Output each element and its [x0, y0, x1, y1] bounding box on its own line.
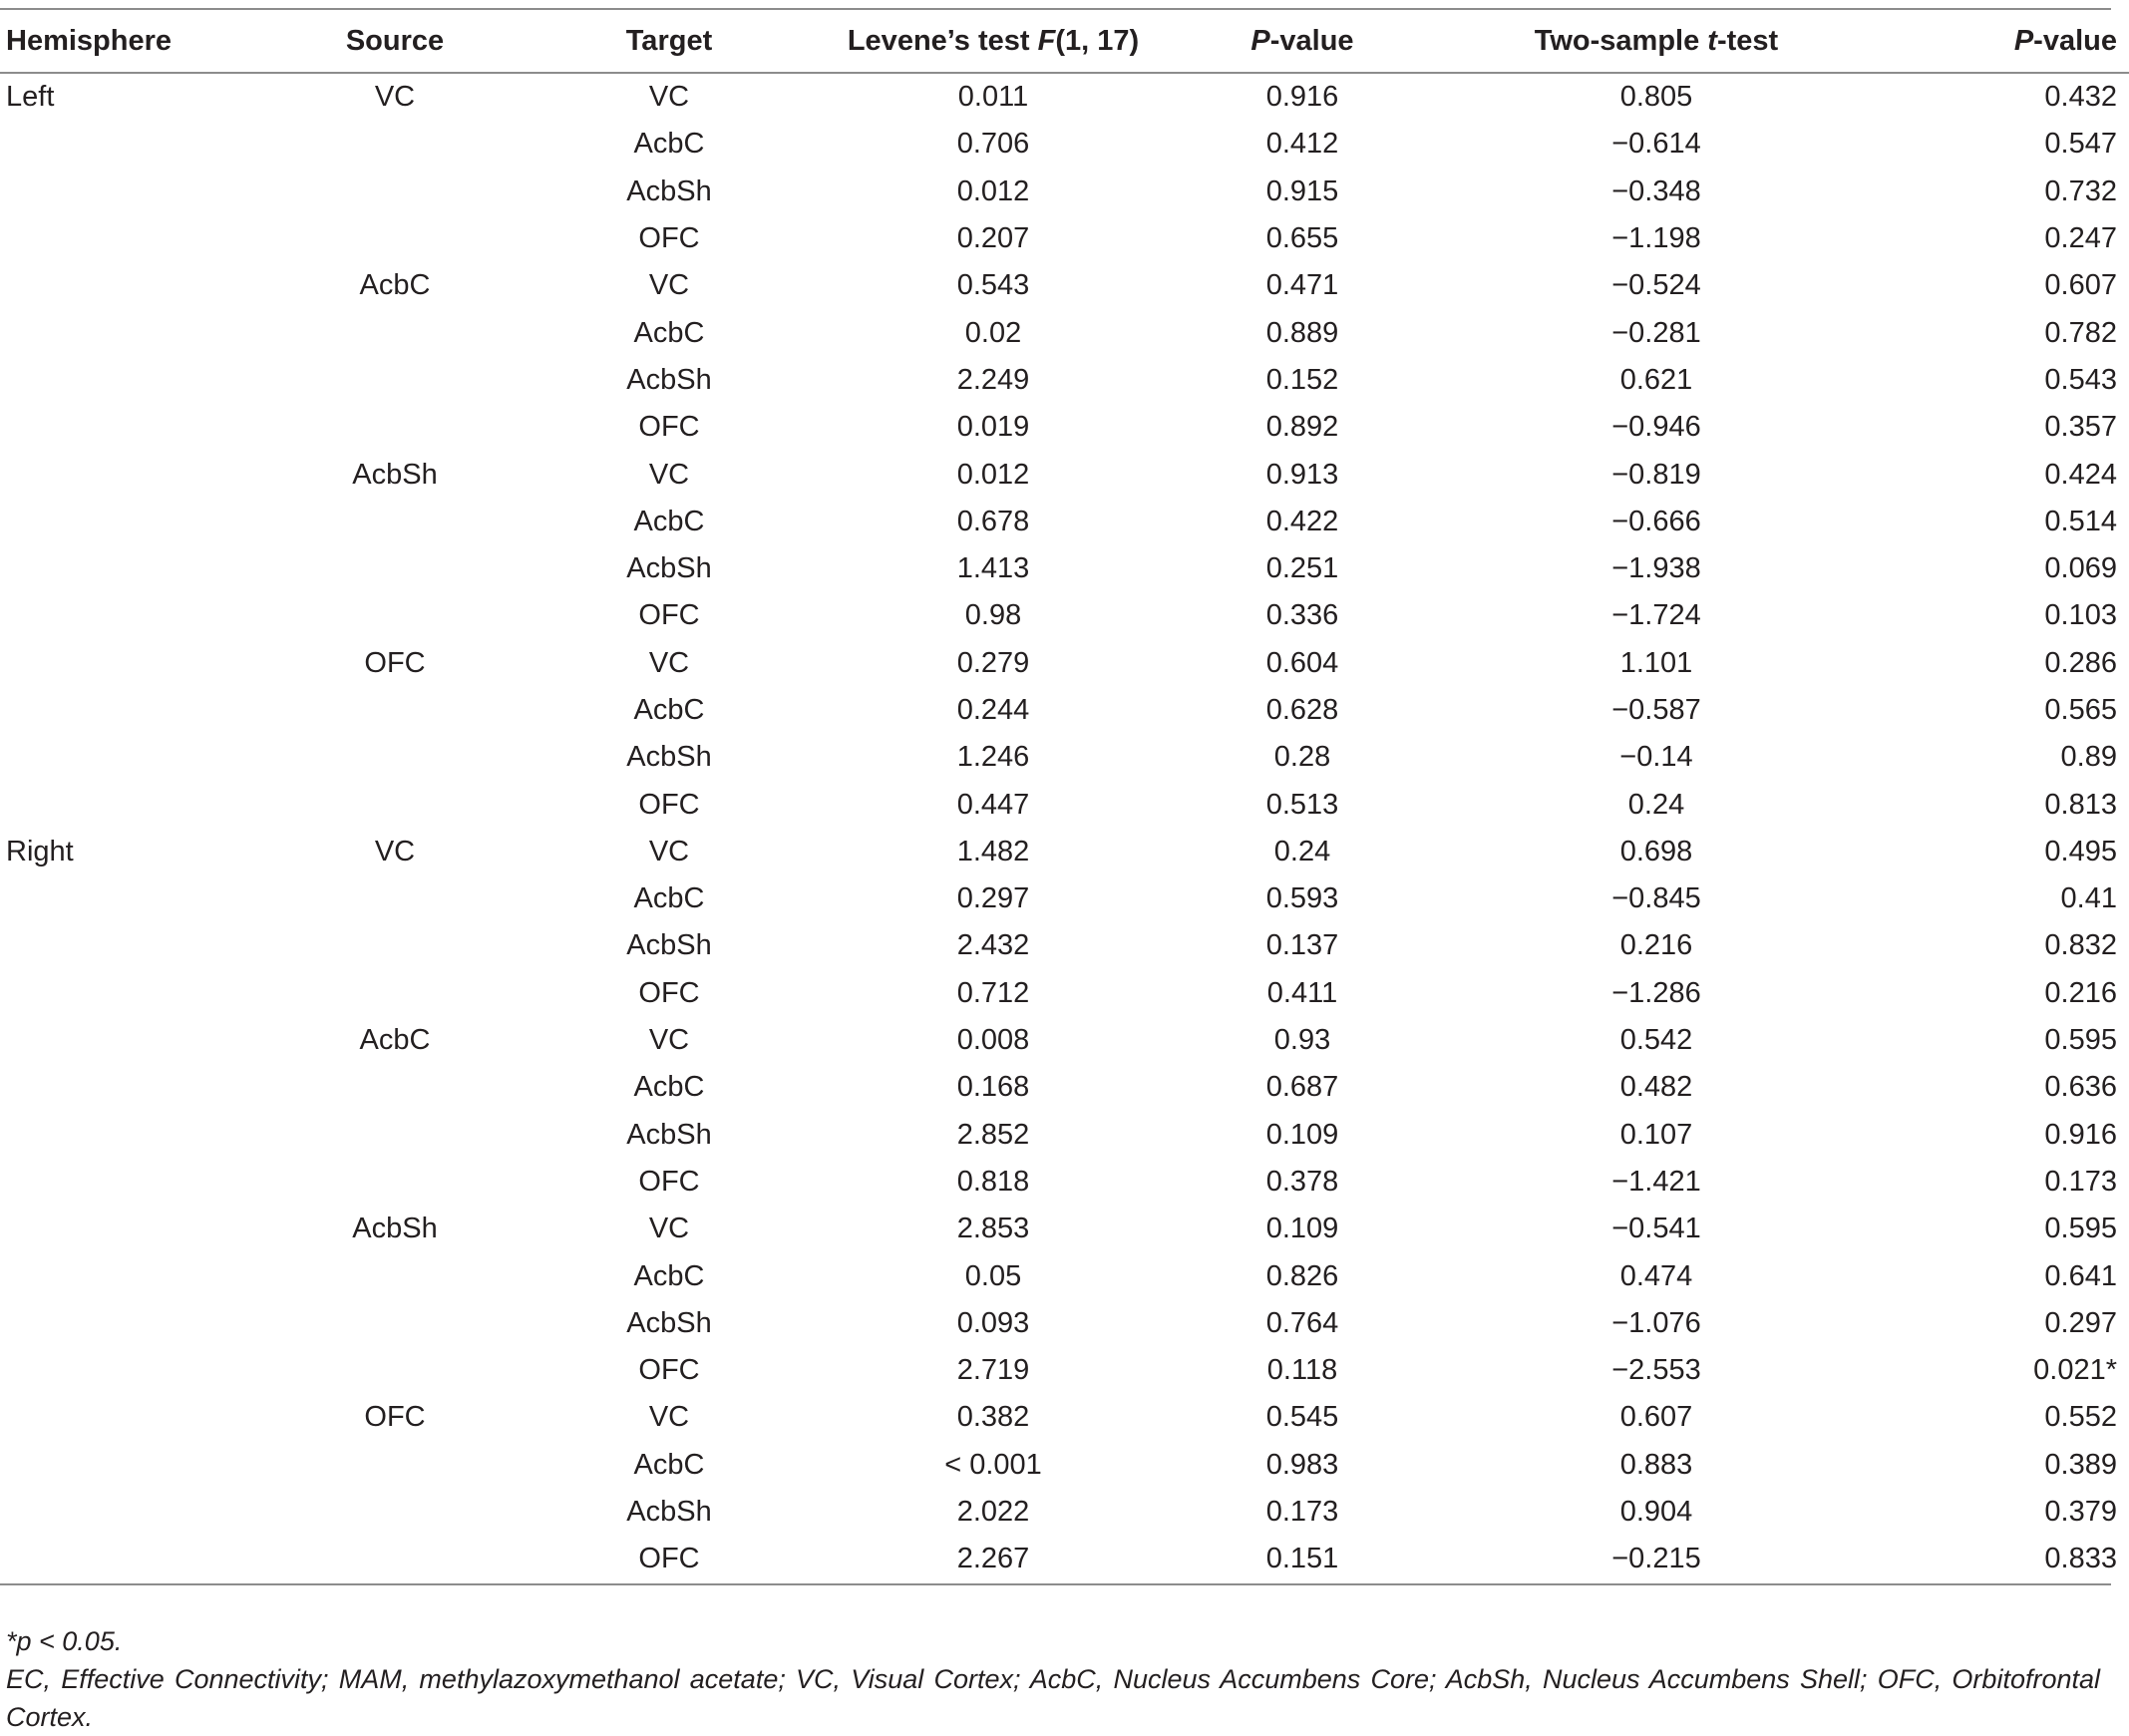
- cell-source: [245, 215, 544, 262]
- cell-hemisphere: [0, 215, 245, 262]
- header-levene-test: Levene’s test F(1, 17): [847, 24, 1140, 57]
- cell-t-value: −1.938: [1611, 552, 1701, 585]
- cell-target: VC: [648, 1213, 690, 1245]
- table-body: [0, 74, 2129, 1583]
- cell-source: OFC: [364, 646, 426, 679]
- cell-source: AcbSh: [352, 458, 438, 491]
- cell-hemisphere: [0, 1442, 245, 1489]
- cell-t-value: 0.621: [1619, 363, 1693, 396]
- cell-levene-p: 0.93: [1273, 1024, 1331, 1057]
- cell-target: AcbSh: [626, 1306, 712, 1339]
- cell-target: VC: [648, 835, 690, 868]
- cell-t-value: −0.281: [1611, 316, 1701, 349]
- cell-hemisphere: [0, 1536, 245, 1582]
- cell-t-p: 0.41: [2060, 882, 2117, 915]
- table-row: [0, 74, 2129, 121]
- table-row: [0, 357, 2129, 404]
- table-row: [0, 1347, 2129, 1394]
- cell-source: [245, 781, 544, 828]
- cell-levene-f: 0.02: [964, 316, 1022, 349]
- cell-t-value: 0.904: [1619, 1496, 1693, 1529]
- cell-levene-p: 0.471: [1265, 269, 1339, 302]
- cell-source: [245, 875, 544, 922]
- cell-levene-p: 0.604: [1265, 646, 1339, 679]
- cell-levene-p: 0.336: [1265, 599, 1339, 632]
- cell-t-p: 0.547: [2044, 128, 2117, 161]
- table-row: [0, 1252, 2129, 1299]
- table-row: [0, 781, 2129, 828]
- cell-t-p: 0.832: [2044, 929, 2117, 962]
- table-row: [0, 1489, 2129, 1536]
- cell-t-p: 0.636: [2044, 1071, 2117, 1104]
- cell-target: VC: [648, 269, 690, 302]
- cell-t-value: 0.216: [1619, 929, 1693, 962]
- cell-target: OFC: [638, 788, 700, 821]
- cell-hemisphere: [0, 1017, 245, 1064]
- cell-levene-p: 0.628: [1265, 694, 1339, 726]
- cell-hemisphere: [0, 922, 245, 969]
- cell-t-p: 0.89: [2060, 741, 2117, 774]
- cell-levene-p: 0.378: [1265, 1165, 1339, 1198]
- cell-t-value: −0.614: [1611, 128, 1701, 161]
- cell-hemisphere: [0, 1159, 245, 1206]
- cell-t-p: 0.565: [2044, 694, 2117, 726]
- cell-levene-f: 2.432: [956, 929, 1030, 962]
- cell-source: AcbC: [359, 269, 431, 302]
- cell-t-value: 0.698: [1619, 835, 1693, 868]
- cell-levene-p: 0.983: [1265, 1448, 1339, 1481]
- cell-t-p: 0.297: [2044, 1306, 2117, 1339]
- cell-source: [245, 545, 544, 592]
- cell-target: AcbSh: [626, 929, 712, 962]
- cell-target: VC: [648, 1024, 690, 1057]
- cell-t-value: 0.107: [1619, 1118, 1693, 1151]
- cell-hemisphere: [0, 1252, 245, 1299]
- cell-levene-f: 1.246: [956, 741, 1030, 774]
- table-row: [0, 592, 2129, 639]
- cell-target: VC: [648, 646, 690, 679]
- cell-source: [245, 970, 544, 1017]
- cell-t-p: 0.424: [2044, 458, 2117, 491]
- table-row: [0, 309, 2129, 356]
- cell-source: [245, 1442, 544, 1489]
- cell-t-value: 0.474: [1619, 1259, 1693, 1292]
- cell-source: VC: [374, 81, 416, 114]
- cell-levene-f: 0.279: [956, 646, 1030, 679]
- cell-target: OFC: [638, 222, 700, 255]
- cell-hemisphere: [0, 1394, 245, 1441]
- cell-target: VC: [648, 1401, 690, 1434]
- footnote-abbreviations: EC, Effective Connectivity; MAM, methylazoxymethanol acetate; VC, Visual Cortex; AcbC, Nucleus Accumbens Core; AcbSh, Nucleus Accumbens Shell; OFC, Orbitofrontal Cortex.: [6, 1664, 2100, 1732]
- cell-source: [245, 1159, 544, 1206]
- cell-source: [245, 1489, 544, 1536]
- cell-levene-f: 2.719: [956, 1354, 1030, 1387]
- cell-hemisphere: [0, 499, 245, 545]
- cell-levene-f: 0.008: [956, 1024, 1030, 1057]
- cell-hemisphere: [0, 1347, 245, 1394]
- cell-target: VC: [648, 81, 690, 114]
- cell-target: OFC: [638, 976, 700, 1009]
- table-row: [0, 169, 2129, 215]
- cell-levene-f: < 0.001: [944, 1448, 1042, 1481]
- cell-levene-p: 0.251: [1265, 552, 1339, 585]
- cell-t-value: −0.845: [1611, 882, 1701, 915]
- cell-levene-p: 0.109: [1265, 1118, 1339, 1151]
- cell-t-value: −1.421: [1611, 1165, 1701, 1198]
- cell-target: AcbSh: [626, 552, 712, 585]
- cell-target: AcbC: [633, 694, 705, 726]
- cell-levene-f: 0.012: [956, 174, 1030, 207]
- cell-hemisphere: [0, 121, 245, 168]
- cell-source: [245, 687, 544, 734]
- cell-levene-p: 0.655: [1265, 222, 1339, 255]
- cell-levene-f: 2.852: [956, 1118, 1030, 1151]
- cell-source: AcbC: [359, 1024, 431, 1057]
- cell-levene-p: 0.892: [1265, 411, 1339, 444]
- cell-t-value: 0.24: [1627, 788, 1685, 821]
- cell-levene-p: 0.118: [1266, 1354, 1338, 1387]
- header-row: [0, 10, 2129, 72]
- cell-source: [245, 309, 544, 356]
- table-row: [0, 215, 2129, 262]
- cell-source: [245, 121, 544, 168]
- cell-t-p: 0.286: [2044, 646, 2117, 679]
- table-row: [0, 1206, 2129, 1252]
- cell-source: [245, 404, 544, 451]
- table-row: [0, 640, 2129, 687]
- results-table-container: [0, 8, 2117, 1585]
- cell-hemisphere: [0, 687, 245, 734]
- cell-source: [245, 592, 544, 639]
- table-row: [0, 922, 2129, 969]
- cell-t-p: 0.103: [2044, 599, 2117, 632]
- table-row: [0, 451, 2129, 498]
- cell-hemisphere: [0, 1112, 245, 1159]
- cell-hemisphere: [0, 970, 245, 1017]
- cell-levene-p: 0.411: [1266, 976, 1338, 1009]
- cell-levene-p: 0.826: [1265, 1259, 1339, 1292]
- cell-levene-p: 0.889: [1265, 316, 1339, 349]
- cell-hemisphere: [0, 592, 245, 639]
- cell-levene-f: 2.022: [956, 1496, 1030, 1529]
- cell-source: [245, 922, 544, 969]
- cell-t-value: −0.819: [1611, 458, 1701, 491]
- cell-levene-p: 0.913: [1265, 458, 1339, 491]
- cell-levene-f: 2.853: [956, 1213, 1030, 1245]
- cell-target: VC: [648, 458, 690, 491]
- cell-source: [245, 1347, 544, 1394]
- cell-levene-p: 0.593: [1265, 882, 1339, 915]
- results-table: [0, 10, 2129, 1583]
- cell-target: OFC: [638, 1543, 700, 1575]
- cell-levene-f: 0.706: [956, 128, 1030, 161]
- cell-levene-f: 0.297: [956, 882, 1030, 915]
- cell-target: AcbSh: [626, 1118, 712, 1151]
- cell-hemisphere: [0, 357, 245, 404]
- cell-levene-f: 2.249: [956, 363, 1030, 396]
- cell-levene-p: 0.24: [1273, 835, 1331, 868]
- cell-t-p: 0.595: [2044, 1213, 2117, 1245]
- cell-target: AcbC: [633, 1071, 705, 1104]
- cell-levene-p: 0.137: [1265, 929, 1339, 962]
- cell-t-value: −1.076: [1611, 1306, 1701, 1339]
- cell-source: [245, 1536, 544, 1582]
- table-row: [0, 1017, 2129, 1064]
- cell-t-value: −0.587: [1611, 694, 1701, 726]
- cell-levene-p: 0.915: [1265, 174, 1339, 207]
- cell-t-value: −1.198: [1611, 222, 1701, 255]
- cell-target: AcbSh: [626, 741, 712, 774]
- cell-t-value: −0.348: [1611, 174, 1701, 207]
- cell-levene-f: 0.05: [964, 1259, 1022, 1292]
- header-hemisphere: Hemisphere: [6, 24, 173, 57]
- cell-hemisphere: [0, 1064, 245, 1111]
- cell-t-p: 0.514: [2044, 505, 2117, 537]
- cell-levene-f: 0.382: [956, 1401, 1030, 1434]
- cell-target: OFC: [638, 411, 700, 444]
- cell-levene-p: 0.28: [1273, 741, 1331, 774]
- cell-levene-f: 0.447: [956, 788, 1030, 821]
- table-row: [0, 829, 2129, 875]
- cell-hemisphere: [0, 169, 245, 215]
- table-row: [0, 970, 2129, 1017]
- table-footnotes: [6, 1622, 2100, 1736]
- cell-t-p: 0.833: [2044, 1543, 2117, 1575]
- cell-t-value: 1.101: [1619, 646, 1693, 679]
- cell-levene-f: 0.678: [956, 505, 1030, 537]
- cell-t-p: 0.069: [2044, 552, 2117, 585]
- cell-levene-p: 0.109: [1265, 1213, 1339, 1245]
- cell-t-p: 0.021*: [2033, 1354, 2117, 1387]
- cell-t-p: 0.813: [2044, 788, 2117, 821]
- cell-hemisphere: [0, 640, 245, 687]
- cell-levene-p: 0.513: [1265, 788, 1339, 821]
- cell-hemisphere: [0, 1489, 245, 1536]
- header-t-test-p-value: P-value: [2013, 24, 2117, 57]
- cell-levene-f: 0.168: [956, 1071, 1030, 1104]
- table-row: [0, 121, 2129, 168]
- footnote-significance: *p < 0.05.: [6, 1626, 123, 1656]
- cell-levene-f: 1.413: [956, 552, 1030, 585]
- cell-hemisphere: [0, 875, 245, 922]
- cell-t-p: 0.247: [2044, 222, 2117, 255]
- cell-target: OFC: [638, 1354, 700, 1387]
- cell-hemisphere: [0, 309, 245, 356]
- cell-levene-p: 0.151: [1265, 1543, 1339, 1575]
- cell-t-value: −0.946: [1611, 411, 1701, 444]
- cell-t-p: 0.595: [2044, 1024, 2117, 1057]
- cell-t-value: −0.541: [1611, 1213, 1701, 1245]
- cell-t-value: −0.524: [1611, 269, 1701, 302]
- cell-target: AcbSh: [626, 174, 712, 207]
- cell-levene-p: 0.545: [1265, 1401, 1339, 1434]
- cell-target: AcbC: [633, 316, 705, 349]
- table-row: [0, 1064, 2129, 1111]
- cell-t-p: 0.543: [2044, 363, 2117, 396]
- cell-t-p: 0.379: [2044, 1496, 2117, 1529]
- cell-hemisphere: [0, 781, 245, 828]
- cell-hemisphere: [0, 451, 245, 498]
- table-row: [0, 687, 2129, 734]
- cell-t-p: 0.607: [2044, 269, 2117, 302]
- cell-target: AcbC: [633, 1259, 705, 1292]
- cell-source: AcbSh: [352, 1213, 438, 1245]
- cell-levene-f: 0.011: [957, 81, 1029, 114]
- cell-levene-p: 0.916: [1265, 81, 1339, 114]
- cell-source: VC: [374, 835, 416, 868]
- cell-hemisphere: [0, 262, 245, 309]
- cell-t-value: −2.553: [1611, 1354, 1701, 1387]
- cell-hemisphere: [0, 404, 245, 451]
- header-target: Target: [625, 24, 713, 57]
- table-row: [0, 404, 2129, 451]
- cell-levene-f: 0.093: [956, 1306, 1030, 1339]
- cell-hemisphere: Left: [6, 81, 55, 114]
- header-levene-p-value: P-value: [1250, 24, 1354, 57]
- cell-t-p: 0.552: [2044, 1401, 2117, 1434]
- cell-source: [245, 499, 544, 545]
- cell-hemisphere: [0, 1206, 245, 1252]
- cell-source: [245, 1112, 544, 1159]
- cell-target: AcbC: [633, 505, 705, 537]
- cell-hemisphere: [0, 1300, 245, 1347]
- cell-t-value: −1.286: [1611, 976, 1701, 1009]
- cell-source: [245, 1300, 544, 1347]
- cell-t-value: −0.666: [1611, 505, 1701, 537]
- cell-t-value: −0.215: [1611, 1543, 1701, 1575]
- cell-t-value: 0.542: [1619, 1024, 1693, 1057]
- cell-t-p: 0.782: [2044, 316, 2117, 349]
- cell-hemisphere: [0, 545, 245, 592]
- cell-t-p: 0.495: [2044, 835, 2117, 868]
- table-row: [0, 875, 2129, 922]
- cell-source: [245, 1064, 544, 1111]
- cell-levene-f: 2.267: [956, 1543, 1030, 1575]
- cell-levene-f: 0.244: [956, 694, 1030, 726]
- cell-t-value: 0.482: [1619, 1071, 1693, 1104]
- table-bottom-rule: [0, 1583, 2111, 1585]
- cell-levene-f: 0.207: [956, 222, 1030, 255]
- cell-t-value: 0.883: [1619, 1448, 1693, 1481]
- table-header: [0, 10, 2129, 74]
- cell-target: AcbSh: [626, 1496, 712, 1529]
- cell-levene-p: 0.173: [1265, 1496, 1339, 1529]
- table-row: [0, 545, 2129, 592]
- cell-source: [245, 734, 544, 781]
- cell-t-p: 0.357: [2044, 411, 2117, 444]
- cell-levene-p: 0.764: [1265, 1306, 1339, 1339]
- table-row: [0, 1159, 2129, 1206]
- table-row: [0, 1442, 2129, 1489]
- cell-hemisphere: [0, 734, 245, 781]
- cell-levene-p: 0.687: [1265, 1071, 1339, 1104]
- cell-t-value: −1.724: [1611, 599, 1701, 632]
- table-row: [0, 1394, 2129, 1441]
- header-two-sample-t-test: Two-sample t-test: [1534, 24, 1779, 57]
- cell-hemisphere: Right: [6, 835, 74, 868]
- cell-t-p: 0.641: [2044, 1259, 2117, 1292]
- cell-levene-p: 0.412: [1265, 128, 1339, 161]
- table-row: [0, 1300, 2129, 1347]
- cell-levene-f: 0.019: [956, 411, 1030, 444]
- cell-source: [245, 169, 544, 215]
- cell-t-p: 0.732: [2044, 174, 2117, 207]
- cell-levene-f: 1.482: [956, 835, 1030, 868]
- cell-target: AcbC: [633, 1448, 705, 1481]
- cell-source: [245, 357, 544, 404]
- cell-levene-f: 0.012: [956, 458, 1030, 491]
- cell-t-p: 0.916: [2044, 1118, 2117, 1151]
- cell-levene-f: 0.543: [956, 269, 1030, 302]
- cell-t-p: 0.432: [2044, 81, 2117, 114]
- cell-levene-f: 0.818: [956, 1165, 1030, 1198]
- cell-levene-p: 0.422: [1265, 505, 1339, 537]
- table-row: [0, 1112, 2129, 1159]
- cell-source: [245, 1252, 544, 1299]
- table-row: [0, 734, 2129, 781]
- cell-target: OFC: [638, 1165, 700, 1198]
- cell-levene-f: 0.98: [964, 599, 1022, 632]
- cell-t-value: 0.805: [1619, 81, 1693, 114]
- cell-target: AcbC: [633, 882, 705, 915]
- cell-target: AcbC: [633, 128, 705, 161]
- cell-levene-f: 0.712: [956, 976, 1030, 1009]
- table-row: [0, 262, 2129, 309]
- cell-t-p: 0.173: [2044, 1165, 2117, 1198]
- cell-levene-p: 0.152: [1265, 363, 1339, 396]
- cell-target: AcbSh: [626, 363, 712, 396]
- cell-t-value: 0.607: [1619, 1401, 1693, 1434]
- cell-target: OFC: [638, 599, 700, 632]
- table-row: [0, 1536, 2129, 1582]
- header-source: Source: [345, 24, 445, 57]
- cell-t-value: −0.14: [1619, 741, 1693, 774]
- cell-t-p: 0.216: [2044, 976, 2117, 1009]
- cell-source: OFC: [364, 1401, 426, 1434]
- cell-t-p: 0.389: [2044, 1448, 2117, 1481]
- table-row: [0, 499, 2129, 545]
